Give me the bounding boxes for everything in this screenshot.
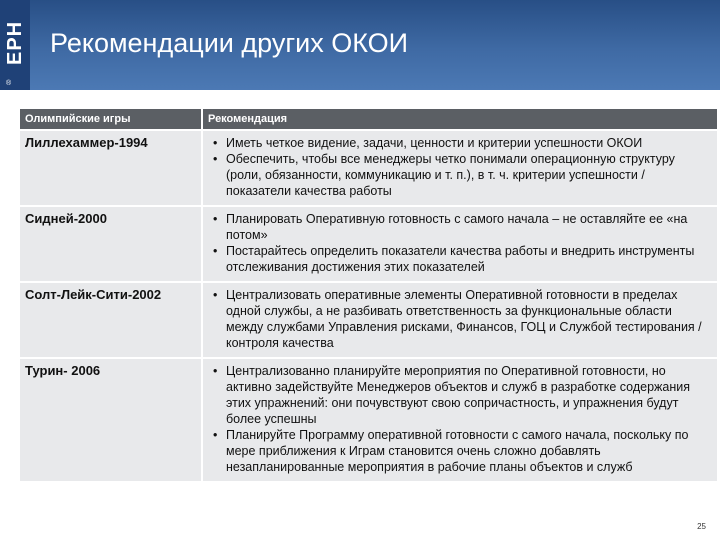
list-item: • Централизованно планируйте мероприятия по Оперативной готовности, но активно задействуйте Менеджеров объектов и служб в разработке содержания этих упражнений: они почувствуют свою сопричастность, и упражнения будут более успешны [226,363,712,427]
recommendation-cell [202,130,717,206]
games-cell: Солт-Лейк-Сити-2002 [20,282,202,358]
list-item: • Планируйте Программу оперативной готовности с самого начала, поскольку по мере приближения к Играм становится очень сложно добавлять незапланированные мероприятия в рабочие планы объектов и служб [226,427,712,475]
slide-title: Рекомендации других ОКОИ [50,28,409,58]
recommendation-cell [202,358,717,481]
table-row [20,206,717,282]
list-item: • Обеспечить, чтобы все менеджеры четко понимали операционную структуру (роли, обязанности, коммуникацию и т. п.), в т. ч. критерии успешности / показатели качества работы [226,151,712,199]
table-row [20,358,717,481]
list-item: • Иметь четкое видение, задачи, ценности и критерии успешности ОКОИ [226,135,712,151]
header-games: Олимпийские игры [20,109,202,130]
recommendation-cell [202,282,717,358]
header-recommendation: Рекомендация [202,109,717,130]
company-logo: ЕРН [4,20,26,66]
recommendation-list [208,211,712,275]
list-item: • Постарайтесь определить показатели качества работы и внедрить инструменты отслеживания достижения этих показателей [226,243,712,275]
table-header-row [20,109,717,130]
list-item: • Планировать Оперативную готовность с самого начала – не оставляйте ее «на потом» [226,211,712,243]
recommendation-cell [202,206,717,282]
registered-mark: ® [6,80,12,87]
recommendations-table [20,109,717,481]
games-cell: Турин- 2006 [20,358,202,481]
slide-header [0,0,720,90]
games-cell: Лиллехаммер-1994 [20,130,202,206]
list-item: • Централизовать оперативные элементы Оперативной готовности в пределах одной службы, а не разбивать ответственность за функциональные области между службами Управления рисками, Финансов, ГОЦ и Службой тестирования / контроля качества [226,287,712,351]
logo-bar [0,0,30,90]
games-cell: Сидней-2000 [20,206,202,282]
table-row [20,282,717,358]
recommendation-list [208,135,712,199]
page-number: 25 [697,522,706,531]
table-row [20,130,717,206]
recommendation-list [208,363,712,475]
recommendation-list [208,287,712,351]
